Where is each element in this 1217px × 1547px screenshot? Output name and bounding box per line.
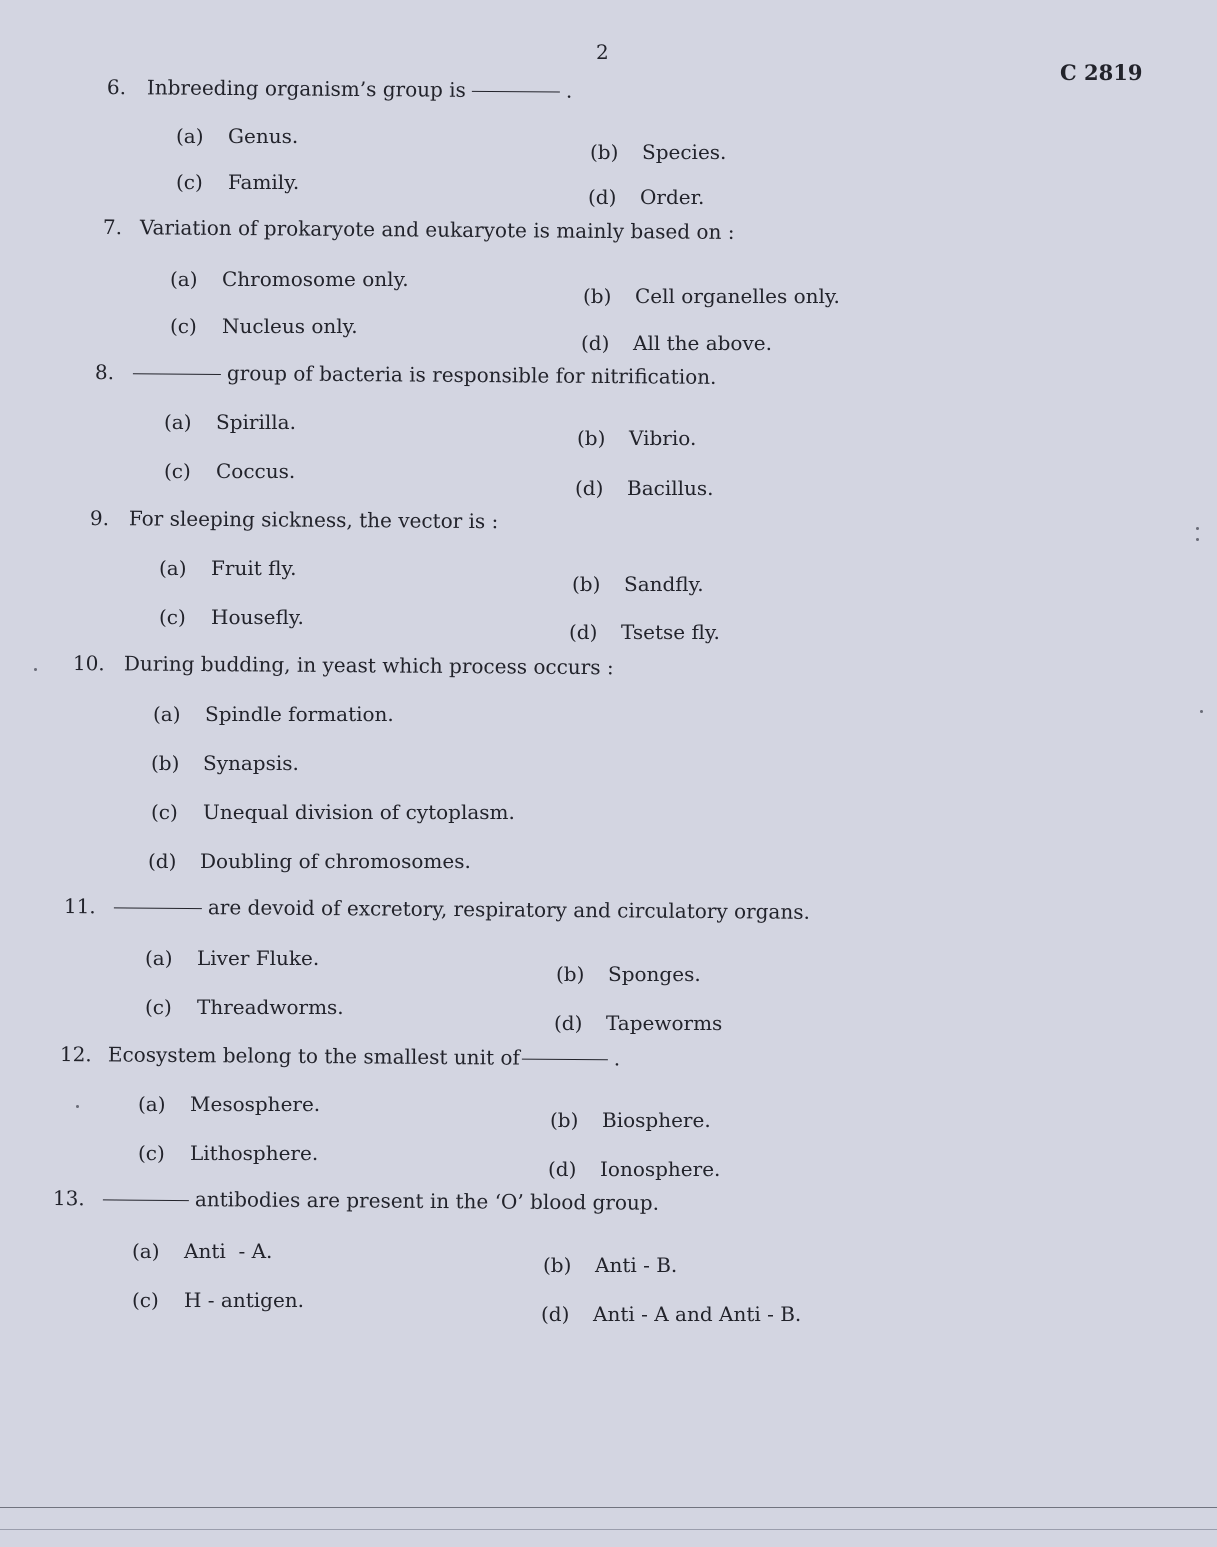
option-12c: (c) Lithosphere. [138,1141,319,1165]
option-9b: (b) Sandfly. [572,572,704,596]
question-number: 11. [63,894,96,919]
question-number: 8. [94,360,115,385]
option-8d: (d) Bacillus. [575,476,714,500]
option-13a: (a) Anti - A. [132,1239,273,1263]
option-8c: (c) Coccus. [164,459,296,483]
question-number: 9. [89,506,110,531]
option-9c: (c) Housefly. [159,605,304,629]
scan-speck [76,1105,79,1108]
question-stem: During budding, in yeast which process occurs : [123,651,614,680]
option-11a: (a) Liver Fluke. [145,946,320,970]
option-10a: (a) Spindle formation. [153,702,394,726]
scan-speck [1196,538,1199,541]
question-stem: are devoid of excretory, respiratory and circulatory organs. [114,894,810,923]
option-11c: (c) Threadworms. [145,995,344,1019]
option-7c: (c) Nucleus only. [170,314,358,338]
option-9a: (a) Fruit fly. [159,556,297,580]
option-12d: (d) Ionosphere. [548,1157,721,1181]
scan-speck [1200,710,1203,713]
option-12a: (a) Mesosphere. [138,1092,321,1116]
answer-blank [114,907,202,909]
option-10d: (d) Doubling of chromosomes. [148,849,471,873]
option-9d: (d) Tsetse fly. [569,620,720,644]
option-8b: (b) Vibrio. [577,426,697,450]
option-8a: (a) Spirilla. [164,410,296,434]
question-number: 10. [72,651,105,676]
option-13c: (c) H - antigen. [132,1288,305,1312]
option-7b: (b) Cell organelles only. [583,284,840,308]
question-stem: Inbreeding organism’s group is . [146,75,573,103]
answer-blank [522,1059,608,1061]
answer-blank [472,91,560,93]
question-stem: antibodies are present in the ‘O’ blood group. [103,1186,659,1214]
question-stem: Variation of prokaryote and eukaryote is mainly based on : [139,215,735,244]
option-6c: (c) Family. [176,170,300,194]
paper-code: C 2819 [1060,60,1143,85]
scan-speck [34,668,37,671]
option-12b: (b) Biosphere. [550,1108,711,1132]
scan-speck [1196,527,1199,530]
question-number: 6. [106,75,127,100]
page-bottom-rule-secondary [0,1529,1217,1530]
option-6a: (a) Genus. [176,124,299,148]
option-7a: (a) Chromosome only. [170,267,409,291]
question-number: 12. [59,1042,92,1067]
option-6d: (d) Order. [588,185,705,209]
question-stem: For sleeping sickness, the vector is : [128,506,499,534]
option-6b: (b) Species. [590,140,727,164]
question-number: 13. [52,1186,85,1211]
answer-blank [103,1199,189,1201]
option-10b: (b) Synapsis. [151,751,299,775]
page-bottom-rule [0,1507,1217,1508]
option-13b: (b) Anti - B. [543,1253,678,1277]
option-10c: (c) Unequal division of cytoplasm. [151,800,515,824]
question-number: 7. [102,215,123,240]
option-11b: (b) Sponges. [556,962,701,986]
answer-blank [133,373,221,375]
question-stem: group of bacteria is responsible for nitrification. [133,360,717,389]
question-stem: Ecosystem belong to the smallest unit of . [107,1042,621,1071]
option-13d: (d) Anti - A and Anti - B. [541,1302,802,1326]
page-number: 2 [596,40,609,64]
option-7d: (d) All the above. [581,331,772,355]
option-11d: (d) Tapeworms [554,1011,723,1035]
